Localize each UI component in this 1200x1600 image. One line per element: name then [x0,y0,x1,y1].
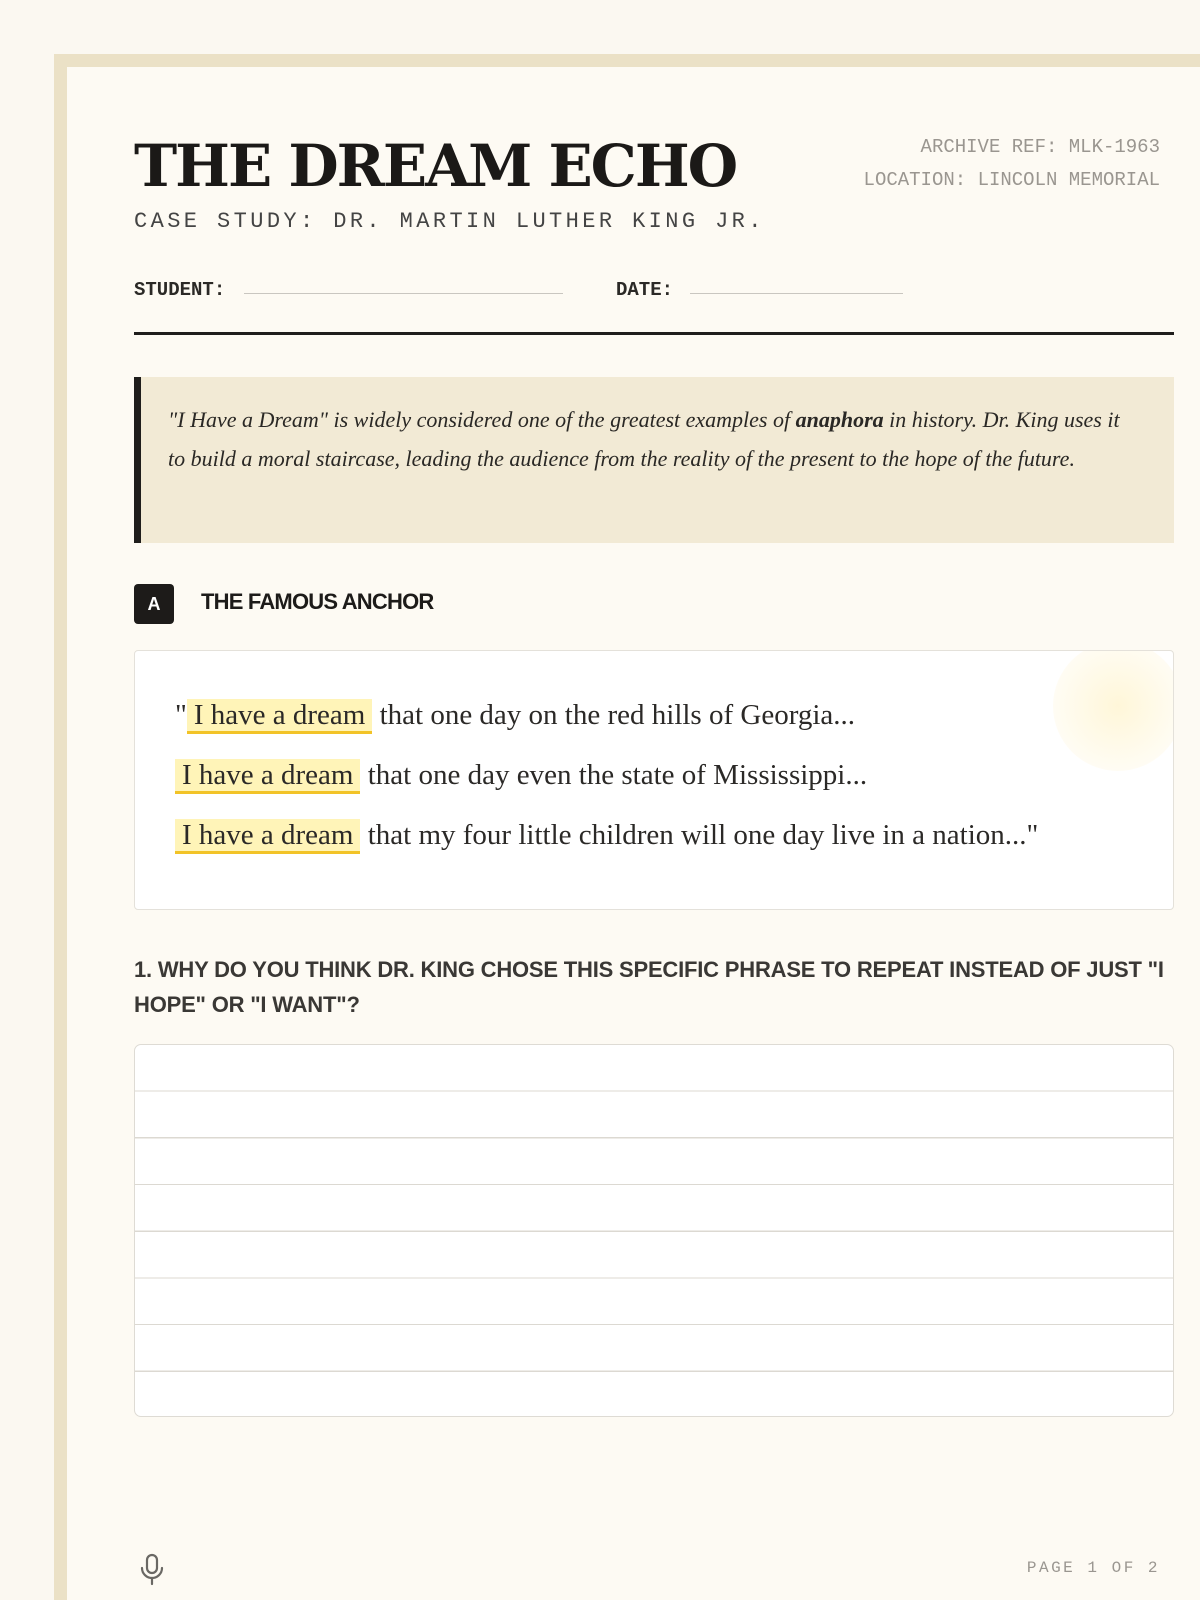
close-quote-mark: " [1026,819,1039,851]
date-label: DATE: [616,279,674,301]
answer-box[interactable] [134,1044,1174,1417]
student-label: STUDENT: [134,279,226,301]
page-number: PAGE 1 OF 2 [1026,1559,1160,1577]
quote-card [134,650,1174,910]
quote-text: that my four little children will one day live in a nation... [360,819,1027,851]
archive-location: LOCATION: LINCOLN MEMORIAL [863,169,1160,191]
section-title: THE FAMOUS ANCHOR [201,589,434,614]
quote-text: that one day even the state of Mississippi... [360,759,868,791]
quote-line-3 [175,819,1038,852]
worksheet-page [67,67,1200,1600]
date-field[interactable] [690,293,903,294]
quote-line-1 [175,699,855,732]
page-title: THE DREAM ECHO [134,132,737,200]
question-1: 1. WHY DO YOU THINK DR. KING CHOSE THIS SPECIFIC PHRASE TO REPEAT INSTEAD OF JUST "I HOPE" OR "I WANT"? [134,957,1164,1017]
highlighted-anchor: I have a dream [187,699,372,734]
intro-text-before: "I Have a Dream" is widely considered one of the greatest examples of [168,407,796,432]
quote-line-2 [175,759,867,792]
page-subtitle: CASE STUDY: DR. MARTIN LUTHER KING JR. [134,209,765,234]
intro-text-after: in history. Dr. King uses it to build a moral staircase, leading the audience from the reality of the present to the hope of the future. [168,407,1120,471]
highlighted-anchor: I have a dream [175,759,360,794]
open-quote-mark: " [175,699,187,731]
microphone-icon[interactable] [137,1552,167,1588]
archive-ref: ARCHIVE REF: MLK-1963 [920,136,1160,158]
intro-callout [134,377,1174,543]
highlighted-anchor: I have a dream [175,819,360,854]
intro-term: anaphora [795,407,884,432]
quote-text: that one day on the red hills of Georgia... [372,699,856,731]
archive-info [864,131,1160,197]
section-badge: A [134,584,174,624]
student-field[interactable] [244,293,563,294]
decorative-glow [1053,650,1174,771]
header-divider [134,332,1174,335]
